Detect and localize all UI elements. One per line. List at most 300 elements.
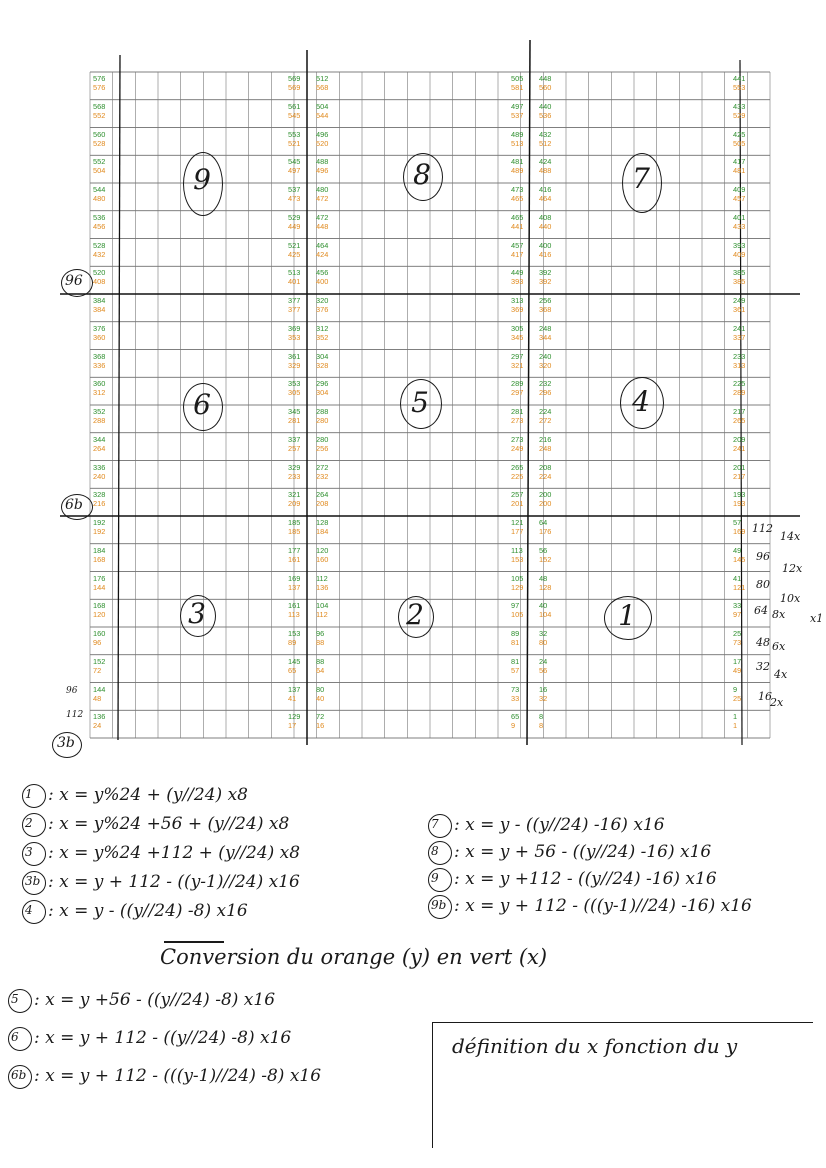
orange-value: 225 bbox=[511, 471, 524, 481]
orange-value: 65 bbox=[288, 665, 297, 675]
orange-value: 80 bbox=[539, 638, 548, 647]
green-value: 320 bbox=[316, 296, 329, 305]
green-value: 377 bbox=[288, 296, 301, 305]
green-value: 561 bbox=[288, 101, 301, 111]
orange-value: 89 bbox=[288, 638, 297, 647]
orange-value: 441 bbox=[511, 221, 524, 231]
label-6b: 6b bbox=[65, 497, 83, 513]
orange-value: 513 bbox=[511, 138, 524, 148]
green-value: 345 bbox=[288, 407, 301, 416]
green-value: 472 bbox=[316, 212, 329, 222]
orange-value: 112 bbox=[316, 610, 328, 620]
orange-value: 217 bbox=[733, 471, 746, 481]
green-value: 432 bbox=[539, 129, 552, 139]
green-value: 408 bbox=[539, 212, 552, 222]
orange-value: 521 bbox=[288, 138, 301, 148]
green-value: 305 bbox=[511, 323, 524, 333]
green-value: 17 bbox=[733, 656, 742, 666]
orange-value: 232 bbox=[316, 471, 329, 481]
green-value: 184 bbox=[93, 545, 106, 555]
formula-label: 4 bbox=[25, 903, 33, 917]
green-value: 104 bbox=[316, 601, 329, 611]
green-value: 32 bbox=[539, 629, 548, 638]
formula-text: : x = y + 112 - ((y-1)//24) x16 bbox=[48, 872, 300, 892]
green-value: 273 bbox=[511, 434, 524, 444]
orange-value: 56 bbox=[539, 665, 548, 675]
orange-value: 400 bbox=[316, 277, 329, 287]
formula-text: : x = y%24 + (y//24) x8 bbox=[48, 785, 248, 805]
orange-value: 17 bbox=[288, 721, 297, 731]
green-value: 49 bbox=[733, 545, 742, 555]
green-value: 224 bbox=[539, 407, 552, 416]
orange-value: 449 bbox=[288, 221, 301, 231]
green-value: 569 bbox=[288, 74, 301, 83]
green-value: 24 bbox=[539, 656, 548, 666]
green-value: 272 bbox=[316, 462, 329, 472]
green-value: 64 bbox=[539, 518, 548, 527]
orange-value: 512 bbox=[539, 138, 552, 148]
orange-value: 568 bbox=[316, 83, 329, 92]
green-value: 40 bbox=[539, 601, 548, 611]
orange-value: 145 bbox=[733, 554, 746, 564]
orange-value: 416 bbox=[539, 249, 552, 259]
orange-value: 312 bbox=[93, 388, 106, 398]
conversion-title: Conversion du orange (y) en vert (x) bbox=[160, 945, 548, 969]
right-margin-note: 112 bbox=[752, 522, 773, 535]
orange-value: 281 bbox=[288, 416, 301, 425]
green-value: 9 bbox=[733, 684, 738, 694]
green-value: 520 bbox=[93, 268, 106, 278]
orange-value: 240 bbox=[93, 471, 106, 481]
right-margin-note: 80 bbox=[756, 578, 770, 591]
green-value: 1 bbox=[733, 712, 738, 722]
green-value: 393 bbox=[733, 240, 746, 250]
green-value: 80 bbox=[316, 684, 325, 694]
orange-value: 273 bbox=[511, 416, 524, 425]
orange-value: 169 bbox=[733, 527, 746, 536]
formula-label: 3b bbox=[25, 874, 41, 888]
green-value: 112 bbox=[316, 573, 328, 583]
orange-value: 345 bbox=[511, 332, 524, 342]
green-value: 25 bbox=[733, 629, 742, 638]
orange-value: 121 bbox=[733, 582, 746, 592]
orange-value: 208 bbox=[316, 499, 329, 509]
green-value: 121 bbox=[511, 518, 524, 527]
green-value: 440 bbox=[539, 101, 552, 111]
orange-value: 537 bbox=[511, 110, 524, 120]
orange-value: 216 bbox=[93, 499, 106, 509]
orange-value: 81 bbox=[511, 638, 520, 647]
orange-value: 192 bbox=[93, 527, 106, 536]
section-divider-v bbox=[527, 40, 530, 745]
orange-value: 336 bbox=[93, 360, 106, 370]
orange-value: 304 bbox=[316, 388, 329, 398]
green-value: 209 bbox=[733, 434, 746, 444]
orange-value: 249 bbox=[511, 443, 524, 453]
orange-value: 136 bbox=[316, 582, 329, 592]
orange-value: 368 bbox=[539, 305, 552, 314]
green-value: 328 bbox=[93, 490, 106, 500]
right-margin-note: 32 bbox=[756, 660, 770, 673]
green-value: 368 bbox=[93, 351, 106, 361]
orange-value: 40 bbox=[316, 693, 325, 703]
orange-value: 176 bbox=[539, 527, 552, 536]
orange-value: 201 bbox=[511, 499, 524, 509]
orange-value: 25 bbox=[733, 693, 742, 703]
green-value: 329 bbox=[288, 462, 301, 472]
right-margin-note: 64 bbox=[754, 604, 768, 617]
formula-label: 8 bbox=[431, 844, 439, 858]
definition-note: définition du x fonction du y bbox=[452, 1034, 738, 1058]
green-value: 233 bbox=[733, 351, 746, 361]
orange-value: 8 bbox=[539, 721, 544, 731]
green-value: 529 bbox=[288, 212, 301, 222]
section-7-label: 7 bbox=[632, 162, 650, 195]
orange-value: 553 bbox=[733, 83, 746, 92]
right-margin-note: x1 bbox=[810, 612, 824, 625]
orange-value: 33 bbox=[511, 693, 520, 703]
orange-value: 488 bbox=[539, 166, 552, 176]
orange-value: 456 bbox=[93, 221, 106, 231]
orange-value: 152 bbox=[539, 554, 552, 564]
orange-value: 504 bbox=[93, 166, 106, 176]
green-value: 473 bbox=[511, 185, 524, 194]
formula-text: : x = y +56 - ((y//24) -8) x16 bbox=[34, 990, 276, 1010]
orange-value: 432 bbox=[93, 249, 106, 259]
green-value: 465 bbox=[511, 212, 524, 222]
green-value: 289 bbox=[511, 379, 524, 389]
green-value: 392 bbox=[539, 268, 552, 278]
orange-value: 137 bbox=[288, 582, 301, 592]
green-value: 537 bbox=[288, 185, 301, 194]
formula-label: 9 bbox=[431, 871, 439, 885]
green-value: 497 bbox=[511, 101, 524, 111]
orange-value: 288 bbox=[93, 416, 106, 425]
green-value: 97 bbox=[511, 601, 520, 611]
right-margin-note: 2x bbox=[770, 696, 784, 709]
small-112: 112 bbox=[66, 710, 84, 720]
orange-value: 385 bbox=[733, 277, 746, 287]
formula-text: : x = y + 112 - (((y-1)//24) -8) x16 bbox=[34, 1066, 322, 1086]
green-value: 409 bbox=[733, 185, 746, 194]
green-value: 576 bbox=[93, 74, 106, 83]
label-96: 96 bbox=[65, 273, 83, 289]
section-3-label: 3 bbox=[188, 597, 206, 630]
orange-value: 104 bbox=[539, 610, 552, 620]
orange-value: 544 bbox=[316, 110, 329, 120]
formula-text: : x = y%24 +56 + (y//24) x8 bbox=[48, 814, 290, 834]
green-value: 185 bbox=[288, 518, 301, 527]
orange-value: 305 bbox=[288, 388, 301, 398]
orange-value: 496 bbox=[316, 166, 329, 176]
orange-value: 185 bbox=[288, 527, 301, 536]
green-value: 353 bbox=[288, 379, 301, 389]
green-value: 552 bbox=[93, 157, 106, 167]
green-value: 281 bbox=[511, 407, 524, 416]
orange-value: 200 bbox=[539, 499, 552, 509]
green-value: 568 bbox=[93, 101, 106, 111]
green-value: 544 bbox=[93, 185, 106, 194]
green-value: 313 bbox=[511, 296, 524, 305]
section-9-label: 9 bbox=[193, 163, 211, 196]
small-96: 96 bbox=[66, 686, 78, 696]
orange-value: 481 bbox=[733, 166, 746, 176]
orange-value: 144 bbox=[93, 582, 106, 592]
right-margin-note: 8x bbox=[772, 608, 786, 621]
green-value: 33 bbox=[733, 601, 742, 611]
orange-value: 448 bbox=[316, 221, 329, 231]
orange-value: 361 bbox=[733, 305, 746, 314]
orange-value: 224 bbox=[539, 471, 552, 481]
green-value: 344 bbox=[93, 434, 106, 444]
green-value: 361 bbox=[288, 351, 301, 361]
orange-value: 409 bbox=[733, 249, 746, 259]
green-value: 241 bbox=[733, 323, 746, 333]
orange-value: 161 bbox=[288, 554, 301, 564]
orange-value: 401 bbox=[288, 277, 301, 287]
green-value: 240 bbox=[539, 351, 552, 361]
orange-value: 184 bbox=[316, 527, 329, 536]
orange-value: 248 bbox=[539, 443, 552, 453]
green-value: 56 bbox=[539, 545, 548, 555]
right-margin-note: 16 bbox=[758, 690, 772, 703]
section-divider-v bbox=[118, 55, 120, 740]
orange-value: 536 bbox=[539, 110, 552, 120]
orange-value: 64 bbox=[316, 665, 325, 675]
orange-value: 129 bbox=[511, 582, 524, 592]
orange-value: 128 bbox=[539, 582, 552, 592]
green-value: 217 bbox=[733, 407, 746, 416]
green-value: 425 bbox=[733, 129, 746, 139]
label-3b: 3b bbox=[57, 735, 75, 751]
orange-value: 233 bbox=[288, 471, 301, 481]
orange-value: 360 bbox=[93, 332, 106, 342]
green-value: 160 bbox=[93, 629, 106, 638]
orange-value: 464 bbox=[539, 194, 552, 203]
section-1-label: 1 bbox=[618, 599, 636, 632]
orange-value: 9 bbox=[511, 721, 516, 731]
orange-value: 425 bbox=[288, 249, 301, 259]
green-value: 505 bbox=[511, 74, 524, 83]
orange-value: 520 bbox=[316, 138, 329, 148]
right-margin-note: 14x bbox=[780, 530, 801, 543]
green-value: 448 bbox=[539, 74, 552, 83]
green-value: 81 bbox=[511, 656, 520, 666]
orange-value: 32 bbox=[539, 693, 548, 703]
green-value: 360 bbox=[93, 379, 106, 389]
right-margin-note: 12x bbox=[782, 562, 803, 575]
orange-value: 264 bbox=[93, 443, 106, 453]
orange-value: 16 bbox=[316, 721, 325, 731]
green-value: 200 bbox=[539, 490, 552, 500]
orange-value: 1 bbox=[733, 721, 738, 731]
orange-value: 209 bbox=[288, 499, 301, 509]
formula-text: : x = y - ((y//24) -8) x16 bbox=[48, 901, 248, 921]
orange-value: 105 bbox=[511, 610, 524, 620]
green-value: 480 bbox=[316, 185, 329, 194]
green-value: 144 bbox=[93, 684, 106, 694]
orange-value: 576 bbox=[93, 83, 106, 92]
green-value: 545 bbox=[288, 157, 301, 167]
formula-text: : x = y + 112 - ((y//24) -8) x16 bbox=[34, 1028, 292, 1048]
green-value: 257 bbox=[511, 490, 524, 500]
green-value: 352 bbox=[93, 407, 106, 416]
formula-label: 7 bbox=[431, 817, 439, 831]
orange-value: 377 bbox=[288, 305, 301, 314]
orange-value: 41 bbox=[288, 693, 297, 703]
orange-value: 57 bbox=[511, 665, 520, 675]
orange-value: 96 bbox=[93, 638, 102, 647]
title-overline bbox=[164, 941, 224, 943]
green-value: 16 bbox=[539, 684, 548, 694]
green-value: 449 bbox=[511, 268, 524, 278]
right-margin-note: 96 bbox=[756, 550, 770, 563]
orange-value: 352 bbox=[316, 332, 329, 342]
orange-value: 120 bbox=[93, 610, 106, 620]
green-value: 385 bbox=[733, 268, 746, 278]
orange-value: 24 bbox=[93, 721, 102, 731]
orange-value: 280 bbox=[316, 416, 329, 425]
green-value: 376 bbox=[93, 323, 106, 333]
formula-label: 3 bbox=[25, 845, 33, 859]
green-value: 249 bbox=[733, 296, 746, 305]
green-value: 456 bbox=[316, 268, 329, 278]
orange-value: 424 bbox=[316, 249, 329, 259]
orange-value: 581 bbox=[511, 83, 524, 92]
green-value: 280 bbox=[316, 434, 329, 444]
orange-value: 376 bbox=[316, 305, 329, 314]
right-margin-note: 4x bbox=[774, 668, 788, 681]
green-value: 433 bbox=[733, 101, 746, 111]
green-value: 145 bbox=[288, 656, 301, 666]
orange-value: 113 bbox=[288, 610, 300, 620]
green-value: 216 bbox=[539, 434, 552, 444]
orange-value: 265 bbox=[733, 416, 746, 425]
formula-text: : x = y - ((y//24) -16) x16 bbox=[454, 815, 665, 835]
green-value: 137 bbox=[288, 684, 301, 694]
green-value: 161 bbox=[288, 601, 301, 611]
orange-value: 177 bbox=[511, 527, 524, 536]
green-value: 464 bbox=[316, 240, 329, 250]
orange-value: 393 bbox=[511, 277, 524, 287]
green-value: 553 bbox=[288, 129, 301, 139]
right-margin-note: 6x bbox=[772, 640, 786, 653]
green-value: 88 bbox=[316, 656, 325, 666]
section-4-label: 4 bbox=[632, 385, 650, 418]
green-value: 208 bbox=[539, 462, 552, 472]
orange-value: 72 bbox=[93, 665, 102, 675]
orange-value: 472 bbox=[316, 194, 329, 203]
green-value: 176 bbox=[93, 573, 106, 583]
formula-label: 6 bbox=[11, 1030, 19, 1044]
orange-value: 289 bbox=[733, 388, 746, 398]
orange-value: 545 bbox=[288, 110, 301, 120]
orange-value: 168 bbox=[93, 554, 106, 564]
green-value: 536 bbox=[93, 212, 106, 222]
green-value: 128 bbox=[316, 518, 329, 527]
green-value: 57 bbox=[733, 518, 742, 527]
green-value: 296 bbox=[316, 379, 329, 389]
orange-value: 408 bbox=[93, 277, 106, 287]
orange-value: 433 bbox=[733, 221, 746, 231]
orange-value: 257 bbox=[288, 443, 301, 453]
orange-value: 369 bbox=[511, 305, 524, 314]
green-value: 496 bbox=[316, 129, 329, 139]
formula-text: : x = y%24 +112 + (y//24) x8 bbox=[48, 843, 301, 863]
orange-value: 465 bbox=[511, 194, 524, 203]
orange-value: 297 bbox=[511, 388, 524, 398]
orange-value: 457 bbox=[733, 194, 746, 203]
green-value: 72 bbox=[316, 712, 325, 722]
green-value: 521 bbox=[288, 240, 301, 250]
green-value: 384 bbox=[93, 296, 106, 305]
green-value: 225 bbox=[733, 379, 746, 389]
orange-value: 193 bbox=[733, 499, 746, 509]
formula-label: 9b bbox=[431, 898, 447, 912]
orange-value: 353 bbox=[288, 332, 301, 342]
green-value: 528 bbox=[93, 240, 106, 250]
formula-text: : x = y +112 - ((y//24) -16) x16 bbox=[454, 869, 717, 889]
green-value: 248 bbox=[539, 323, 552, 333]
orange-value: 73 bbox=[733, 638, 742, 647]
green-value: 417 bbox=[733, 157, 746, 167]
orange-value: 560 bbox=[539, 83, 552, 92]
orange-value: 505 bbox=[733, 138, 746, 148]
green-value: 8 bbox=[539, 712, 544, 722]
green-value: 297 bbox=[511, 351, 524, 361]
green-value: 504 bbox=[316, 101, 329, 111]
section-2-label: 2 bbox=[406, 598, 424, 631]
orange-value: 48 bbox=[93, 693, 102, 703]
green-value: 113 bbox=[511, 545, 523, 555]
green-value: 105 bbox=[511, 573, 524, 583]
formula-label: 2 bbox=[25, 816, 33, 830]
green-value: 96 bbox=[316, 629, 325, 638]
orange-value: 241 bbox=[733, 443, 746, 453]
green-value: 89 bbox=[511, 629, 520, 638]
orange-value: 256 bbox=[316, 443, 329, 453]
orange-value: 440 bbox=[539, 221, 552, 231]
green-value: 441 bbox=[733, 74, 746, 83]
green-value: 48 bbox=[539, 573, 548, 583]
orange-value: 384 bbox=[93, 305, 106, 314]
section-5-label: 5 bbox=[411, 386, 429, 419]
orange-value: 344 bbox=[539, 332, 552, 342]
formula-label: 5 bbox=[11, 992, 19, 1006]
orange-value: 529 bbox=[733, 110, 746, 120]
green-value: 489 bbox=[511, 129, 524, 139]
formula-text: : x = y + 56 - ((y//24) -16) x16 bbox=[454, 842, 712, 862]
green-value: 73 bbox=[511, 684, 520, 694]
green-value: 265 bbox=[511, 462, 524, 472]
orange-value: 313 bbox=[733, 360, 746, 370]
green-value: 560 bbox=[93, 129, 106, 139]
green-value: 120 bbox=[316, 545, 329, 555]
orange-value: 528 bbox=[93, 138, 106, 148]
green-value: 152 bbox=[93, 656, 106, 666]
orange-value: 49 bbox=[733, 665, 742, 675]
green-value: 369 bbox=[288, 323, 301, 333]
orange-value: 569 bbox=[288, 83, 301, 92]
orange-value: 480 bbox=[93, 194, 106, 203]
green-value: 232 bbox=[539, 379, 552, 389]
green-value: 256 bbox=[539, 296, 552, 305]
orange-value: 296 bbox=[539, 388, 552, 398]
orange-value: 473 bbox=[288, 194, 301, 203]
green-value: 169 bbox=[288, 573, 301, 583]
orange-value: 88 bbox=[316, 638, 325, 647]
green-value: 457 bbox=[511, 240, 524, 250]
